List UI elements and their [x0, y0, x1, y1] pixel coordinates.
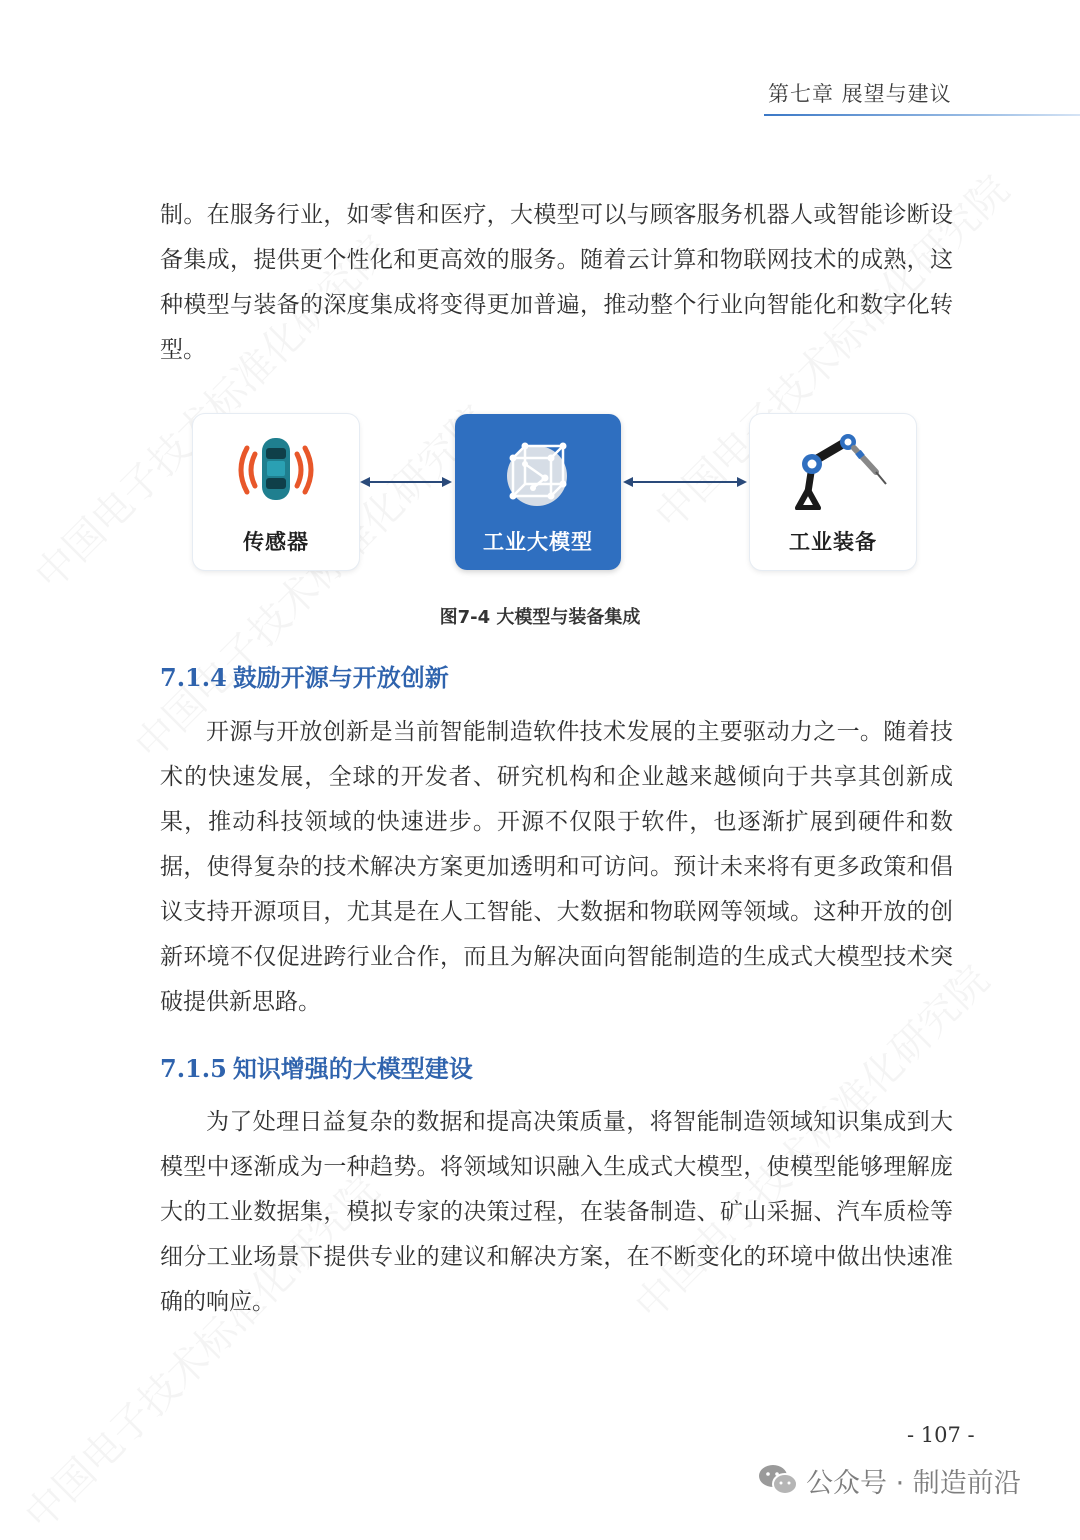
industrial-model-label: 工业大模型	[483, 530, 593, 554]
bidirectional-arrow	[360, 473, 452, 491]
section-heading-7-1-5	[160, 1049, 473, 1084]
body-paragraph: 为了处理日益复杂的数据和提高决策质量，将智能制造领域知识集成到大模型中逐渐成为一种趋势。将领域知识融入生成式大模型，使模型能够理解庞大的工业数据集，模拟专家的决策过程，在装备制造、矿山采掘、汽车质检等细分工业场景下提供专业的建议和解决方案，在不断变化的环境中做出快速准确的响应。	[160, 1109, 953, 1315]
section-heading-7-1-4	[160, 658, 449, 693]
section-number: 7.1.4	[160, 663, 227, 692]
robot-arm-icon	[778, 426, 888, 510]
industrial-equipment-box	[750, 414, 916, 570]
bidirectional-arrow	[623, 473, 747, 491]
chapter-header: 第七章 展望与建议	[768, 82, 952, 106]
sensor-icon	[231, 432, 321, 508]
sensor-label: 传感器	[243, 530, 309, 554]
section-number: 7.1.5	[160, 1054, 227, 1083]
body-paragraph: 制。在服务行业，如零售和医疗，大模型可以与顾客服务机器人或智能诊断设备集成，提供更个性化和更高效的服务。随着云计算和物联网技术的成熟，这种模型与装备的深度集成将变得更加普遍，推动整个行业向智能化和数字化转型。	[160, 202, 953, 363]
wechat-icon	[758, 1463, 798, 1497]
body-paragraph: 开源与开放创新是当前智能制造软件技术发展的主要驱动力之一。随着技术的快速发展，全球的开发者、研究机构和企业越来越倾向于共享其创新成果，推动科技领域的快速进步。开源不仅限于软件，也逐渐扩展到硬件和数据，使得复杂的技术解决方案更加透明和可访问。预计未来将有更多政策和倡议支持开源项目，尤其是在人工智能、大数据和物联网等领域。这种开放的创新环境不仅促进跨行业合作，而且为解决面向智能制造的生成式大模型技术突破提供新思路。	[160, 719, 953, 1015]
wechat-account-label: 公众号 · 制造前沿	[806, 1467, 1021, 1499]
industrial-equipment-label: 工业装备	[789, 530, 877, 554]
figure-caption: 图7-4 大模型与装备集成	[439, 607, 641, 628]
cube-network-icon	[493, 434, 583, 518]
header-rule	[764, 114, 1080, 116]
wechat-footer	[758, 1460, 1021, 1500]
industrial-model-box	[455, 414, 621, 570]
section-title: 知识增强的大模型建设	[232, 1055, 473, 1083]
page-number: - 107 -	[907, 1423, 975, 1447]
sensor-box	[193, 414, 359, 570]
section-title: 鼓励开源与开放创新	[232, 664, 449, 692]
